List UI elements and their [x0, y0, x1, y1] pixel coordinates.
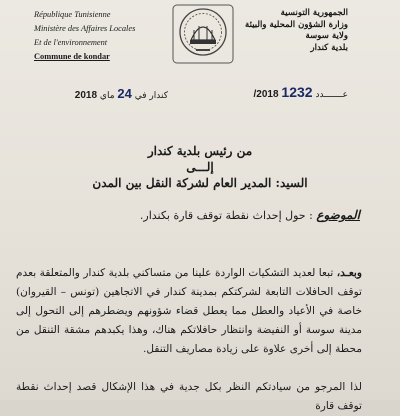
arabic-letterhead: [218, 8, 348, 54]
french-letterhead: [34, 8, 164, 64]
reference-label: عـــــــدد: [315, 90, 348, 100]
subject-text: : حول إحداث نقطة توقف قارة بكندار.: [139, 209, 313, 222]
date-year: 2018: [74, 90, 98, 101]
sender-line: من رئيس بلدية كندار: [147, 144, 253, 158]
body-paragraph-1: [16, 264, 362, 359]
letter-date: [18, 86, 168, 101]
letterhead-fr-country: République Tunisienne: [34, 10, 111, 19]
date-place: كندار في: [134, 91, 168, 101]
date-month: ماي: [99, 91, 115, 101]
body-paragraph-1-text: تبعا لعديد التشكيات الواردة علينا من متساكني بلدية كندار والمتعلقة بعدم توقف الحافلات التابعة لشركتكم بمدينة كندار في الاتجاهين (تونس – القيروان) خاصة في الأعياد والعطل مما يعطل قضاء شؤونهم ويضطرهم إلى التحول إلى مدينة سوسة أو النفيضة وانتظار حافلاتكم هناك، وهذا يكبدهم مشقة التنقل من محطة إلى أخرى علاوة على زيادة مصاريف التنقل.: [16, 267, 362, 355]
letterhead-ar-country: الجمهورية التونسية: [280, 8, 348, 18]
reference-number-handwritten: 1232: [281, 84, 313, 100]
body-paragraph-2: لذا المرجو من سيادتكم النظر بكل جدية في هذا الإشكال قصد إحداث نقطة توقف قارة: [16, 381, 362, 412]
letterhead-fr-environment: Et de l'environnement: [34, 38, 108, 47]
subject-line: [140, 208, 360, 222]
letterhead-ar-municipality: بلدية كندار: [310, 42, 348, 53]
opening-word: وبعـد،: [336, 267, 362, 279]
date-day-handwritten: 24: [117, 86, 132, 101]
reference-year: /2018: [253, 89, 279, 100]
subject-label: الموضوع: [316, 208, 360, 222]
letterhead-ar-governorate: ولاية سوسة: [305, 31, 348, 41]
to-word: إلـــى: [186, 160, 214, 174]
letterhead-fr-ministry: Ministère des Affaires Locales: [34, 24, 136, 33]
letterhead-fr-commune: Commune de kondar: [34, 52, 110, 61]
recipient-line: السيد: المدير العام لشركة النقل بين المدن: [92, 176, 308, 190]
letterhead-ar-ministry: وزارة الشؤون المحلية والبيئة: [245, 19, 348, 30]
reference-number: [254, 84, 349, 100]
